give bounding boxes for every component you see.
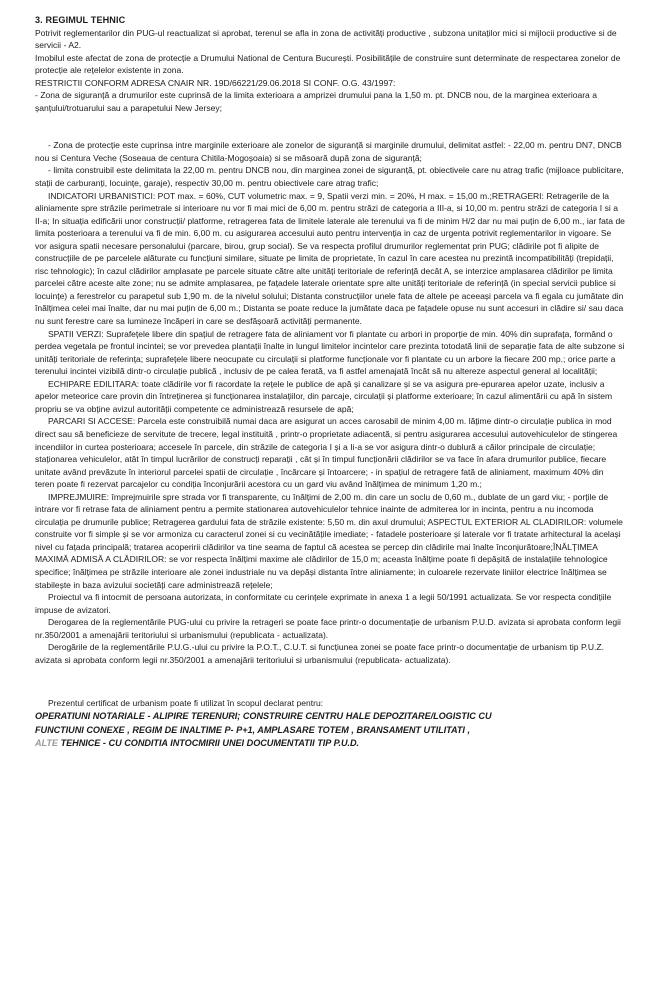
paragraph-restrictions-heading: RESTRICTII CONFORM ADRESA CNAIR NR. 19D/66221/29.06.2018 SI CONF. O.G. 43/1997: bbox=[35, 77, 396, 88]
paragraph-parking-access: PARCARI SI ACCESE: Parcela este construibilă numai daca are asigurat un acces carosabil de minim 4,00 m. lățime dintr-o circulație publica in mod direct sau să beneficieze de servitute de trecere, legal instituită , printr-o proprietate adiacentă, si pentru asigurarea accesului autovehiculelor de stingerea incendiilor in curtea posterioara; accesele în parcele, din străzile de categoria I și a Ii-a se vor asigura dintr-o dublură a căilor principale de circulație; staționarea vehiculelor, atât în timpul lucrărilor de construcți reparații , cât și în timpul funcționării clădirilor se va face în afara drumurilor publice, fiecare unitate având prevăzute în interiorul parcelei spatii de circulație , încărcare și întoarcere; - in spațiul de retragere fată de aliniament, maximum 40% din teren poate fi rezervat parcajelor cu condiția înconjurării acestora cu un gard viu având înălțimea de minimum 1,20 m.; bbox=[35, 416, 618, 490]
paragraph-fencing: IMPREJMUIRE: împrejmuirile spre strada vor fi transparente, cu înălțimi de 2,00 m. din care un soclu de 0,60 m., dublate de un gard viu; - porțile de intrare vor fi retrase fata de aliniament pentru a permite stationarea autovehiculelor tehnice inainte de admiterea lor in incinta, pentru a nu incomoda circulația pe drumurile publice; Retragerea gardului fata de străzile existente: 5,50 m. din axul drumului; ASPECTUL EXTERIOR AL CLADIRILOR: volumele construite vor fi simple și se vor armoniza cu caracterul zonei si cu vecinătățile imediate; - fatadele posterioare și laterale vor fi tratate arhitectural la același nivel cu fațada principală; tratarea acoperirii clădirilor va tine seama de faptul că acestea se percep din clădirile mai înalte înconjurătoare;ÎNĂLȚIMEA MAXIMĂ ADMISĂ A CLĂDIRILOR: se vor respecta înălțimi maxime ale clădirilor de 15,0 m; aceasta înălțime poate fi depășită de instalațiile tehnologice specifice; înălțimea pe străzile interioare ale zonei industriale nu va depăși distanta între aliniamente; in culoarele rezervate liniilor electrice înălțimea se stabilește in baza avizului societăți care administrează rețelele; bbox=[35, 491, 623, 590]
paragraph-utilities: ECHIPARE EDILITARA: toate clădirile vor fi racordate la rețele le publice de apă și canalizare și se va asigura pre-epurarea apelor uzate, inclusiv a apelor meteorice care provin din întreținerea și funcționarea instalațiilor, din parcaje, circulații și platforme exterioare; în cazul alimentării cu apă în sistem propriu se va obține avizul autorității competente ce administrează resursele de apă; bbox=[35, 378, 613, 414]
paragraph-protection-zone: Imobilul este afectat de zona de protecție a Drumului National de Centura București. Posibilitățile de construire sunt determinate de respectarea zonelor de protecție ale rețelelor existente in zona. bbox=[35, 52, 621, 76]
faded-word-alte: ALTE bbox=[35, 738, 58, 749]
paragraph-protection-zone-limits: - Zona de protecție este cuprinsa intre marginile exterioare ale zonelor de siguranță si marginile drumului, delimitat astfel: - 22,00 m. pentru DN7, DNCB nou si Centura Veche (Soseaua de centura Chitila-Mogoșoaia) si se măsoară după zona de siguranță; bbox=[35, 140, 622, 163]
closing-declaration-lead-in: Prezentul certificat de urbanism poate fi utilizat în scopul declarat pentru: bbox=[48, 698, 324, 709]
paragraph-gap-1 bbox=[35, 114, 625, 139]
paragraph-urban-indicators: INDICATORI URBANISTICI: POT max. = 60%, CUT volumetric max. = 9, Spatii verzi min. = 20%, H max. = 15,00 m.;RETRAGERI: Retragerile de la aliniamente spre străzile perimetrale si interioare nu vor fi mai mici de 6,00 m. pentru străzi de categoria a III-a, si 10,00 m. pentru străzi de categoria I si a II-a; In situația edificării unor construcții/ platforme, retragerea fata de limitele laterale ale terenului va fi de minim H/2 dar nu mai puțin de 6,00 m., iar fata de limita posterioara a terenului va fi de min. 6,00 m. cu asigurarea accesului auto pentru intervenția in caz de urgenta potrivit reglementarilor in vigoare. Se vor asigura spatii necesare personalului (parcare, birou, grup social). Se va respecta profilul drumurilor reglementat prin PUG; clădirile pot fi alipite de construcțiile de pe parcelele alăturate cu funcțiuni similare, situate pe limita de proprietate, în cazul în care acestea nu prezintă incompatibilități (trepidații, risc tehnologic); în cazul clădirilor amplasate pe parcele situate către alte unități teritoriale de referință decât A, se interzice amplasarea clădirilor pe limita parcelei către aceste alte zone; nu se admite amplasarea, pe fațadele laterale orientate spre alte unități teritoriale de referință (in special servicii publice si locuințe) a ferestrelor cu parapetul sub 1,90 m. de la nivelul solului; Distanta construcțiilor unele fata de altele pe aceeași parcela va fi egala cu jumătate din înălțimea celei mai înalte, dar nu mai puțin de 6,00 m.; Distanta se poate reduce la jumătate daca pe fațadele opuse nu sunt accesuri in clădire si/ sau daca nu sunt ferestre care sa lumineze încăperi in care se desfășoară activități permanente. bbox=[35, 190, 625, 327]
closing-purpose-line-3 bbox=[35, 737, 625, 750]
paragraph-buildable-limit: - limita construibil este delimitata la 22,00 m. pentru DNCB nou, din marginea zonei de siguranță, pt. obiectivele care nu atrag trafic (mijloace publicitare, stații de carburanți, locuințe, garaje), respectiv 30,00 m. pentru obiectivele care atrag trafic; bbox=[35, 165, 624, 189]
paragraph-green-spaces: SPATII VERZI: Suprafețele libere din spațiul de retragere fata de aliniament vor fi plantate cu arbori in proporție de min. 40% din suprafața, formând o perdea vegetala pe frontul incintei; se vor prevedea plantații înalte in lungul limitelor incintelor care prezinta totodată linii de separație fata de alte subzone si unități teritoriale de referința; suprafețele libere neocupate cu circulații si platforme funcționale vor fi plantate cu un arbore la fiecare 200 mp.; orice parte a terenului incintei vizibilă dintr-o circulație publică , inclusiv de pe calea ferată, va fi astfel amenajată încât să nu altereze aspectul general al localității; bbox=[35, 328, 625, 377]
document-body bbox=[35, 14, 625, 750]
closing-purpose-line-3-rest: TEHNICE - CU CONDITIA INTOCMIRII UNEI DOCUMENTATII TIP P.U.D. bbox=[57, 738, 360, 749]
paragraph-derogation-puz: Derogările de la reglementările P.U.G.-ului cu privire la P.O.T., C.U.T. si funcțiunea zonei se poate face printr-o documentație de urbanism tip P.U.Z. avizata si aprobata conform legii nr.350/2001 a amenajării teritoriului si urbanismului (republicata- actualizata). bbox=[35, 642, 604, 665]
paragraph-project-author: Proiectul va fi intocmit de persoana autorizata, in conformitate cu cerințele exprimate in anexa 1 a legii 50/1991 actualizata. Se vor respecta condițiile impuse de avizatori. bbox=[35, 592, 612, 615]
paragraph-safety-zone: - Zona de siguranță a drumurilor este cuprinsă de la limita exterioara a amprizei drumului pana la 1,50 m. pt. DNCB nou, de la marginea exterioara a șanțului/trotuarului sau a parapetului New Jersey; bbox=[35, 90, 597, 113]
paragraph-pug-zone: Potrivit reglementarilor din PUG-ul reactualizat si aprobat, terenul se afla in zona de activități productive , subzona unitaților mici si mijlocii productive si de servicii - A2. bbox=[35, 27, 617, 51]
closing-purpose-line-2: FUNCTIUNI CONEXE , REGIM DE INALTIME P- P+1, AMPLASARE TOTEM , BRANSAMENT UTILITATI , bbox=[35, 724, 470, 735]
paragraph-gap-2 bbox=[35, 666, 625, 697]
section-heading-regimul-tehnic: 3. REGIMUL TEHNIC bbox=[35, 15, 126, 25]
paragraph-derogation-pud: Derogarea de la reglementările PUG-ului cu privire la retrageri se poate face printr-o documentație de urbanism P.U.D. avizata si aprobata conform legii nr.350/2001 a amenajării teritoriului si urbanismului (republicata - actualizata). bbox=[35, 617, 621, 640]
closing-purpose-line-1: OPERATIUNI NOTARIALE - ALIPIRE TERENURI; CONSTRUIRE CENTRU HALE DEPOZITARE/LOGISTIC CU bbox=[35, 711, 492, 722]
